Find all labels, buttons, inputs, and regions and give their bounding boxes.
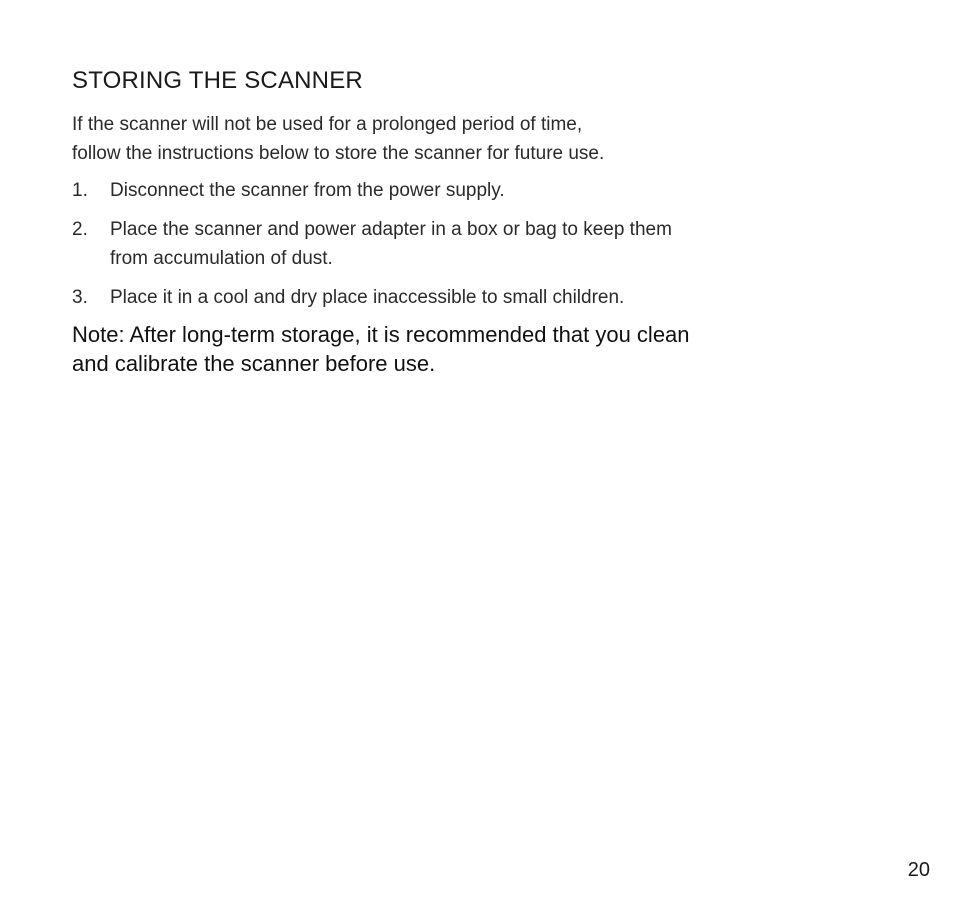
intro-line: follow the instructions below to store the scanner for future use. — [72, 143, 605, 164]
note-line: and calibrate the scanner before use. — [72, 351, 436, 376]
step-line: Place the scanner and power adapter in a box or bag to keep them — [110, 219, 672, 240]
step-number: 3. — [72, 287, 88, 308]
page-number: 20 — [907, 859, 930, 881]
note-line: Note: After long-term storage, it is recommended that you clean — [72, 322, 690, 347]
step-item — [72, 215, 792, 273]
storage-steps-list — [72, 176, 792, 312]
step-line: Disconnect the scanner from the power supply. — [110, 180, 505, 201]
step-number: 2. — [72, 219, 88, 240]
step-text — [110, 176, 792, 205]
step-line: Place it in a cool and dry place inaccessible to small children. — [110, 287, 625, 308]
step-text — [110, 215, 792, 273]
step-number: 1. — [72, 180, 88, 201]
note-paragraph — [72, 320, 690, 378]
step-item — [72, 176, 792, 205]
step-text — [110, 283, 792, 312]
section-title: STORING THE SCANNER — [72, 67, 363, 94]
step-line: from accumulation of dust. — [110, 248, 333, 269]
intro-line: If the scanner will not be used for a prolonged period of time, — [72, 114, 583, 135]
intro-paragraph — [72, 110, 604, 168]
step-item — [72, 283, 792, 312]
